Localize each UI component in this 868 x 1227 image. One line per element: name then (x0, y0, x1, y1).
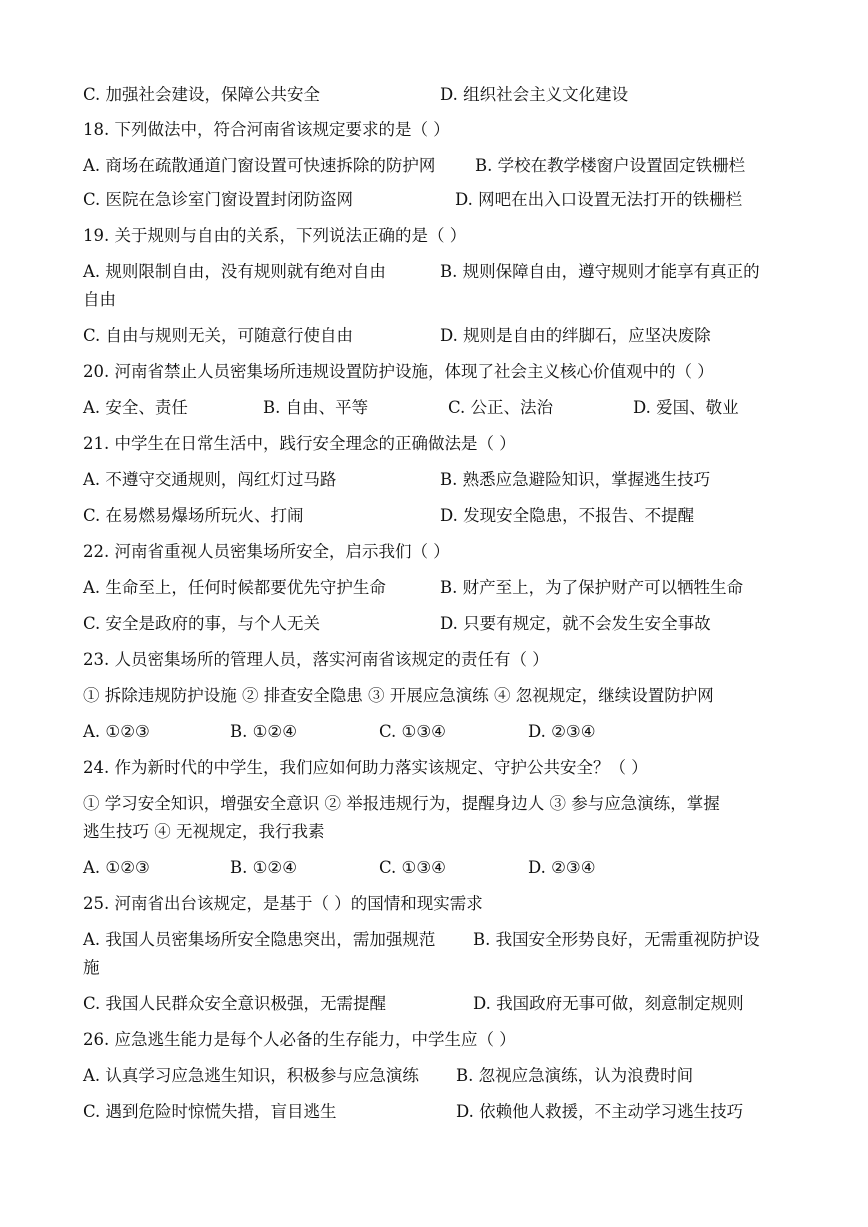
question-stem: 20. 河南省禁止人员密集场所违规设置防护设施，体现了社会主义核心价值观中的（ ） (83, 362, 714, 381)
answer-option: A. 生命至上，任何时候都要优先守护生命 (83, 578, 386, 597)
question-stem: 25. 河南省出台该规定，是基于（ ）的国情和现实需求 (83, 894, 483, 913)
answer-option: A. 不遵守交通规则，闯红灯过马路 (83, 470, 337, 489)
answer-option: A. 安全、责任 (83, 398, 188, 417)
answer-option: C. 遇到危险时惊慌失措，盲目逃生 (83, 1102, 337, 1121)
answer-option: A. 商场在疏散通道门窗设置可快速拆除的防护网 (83, 156, 436, 175)
answer-option: C. 加强社会建设，保障公共安全 (83, 85, 321, 104)
answer-option: A. ①②③ (83, 858, 150, 877)
question-stem: 22. 河南省重视人员密集场所安全，启示我们（ ） (83, 542, 450, 561)
answer-option: B. 熟悉应急避险知识，掌握逃生技巧 (440, 470, 711, 489)
answer-option: C. 医院在急诊室门窗设置封闭防盗网 (83, 190, 354, 209)
answer-option: D. 爱国、敬业 (633, 398, 739, 417)
answer-option: D. 我国政府无事可做，刻意制定规则 (473, 994, 744, 1013)
question-stem: 18. 下列做法中，符合河南省该规定要求的是（ ） (83, 120, 450, 139)
answer-option: C. 我国人民群众安全意识极强，无需提醒 (83, 994, 387, 1013)
answer-option: C. 安全是政府的事，与个人无关 (83, 614, 321, 633)
question-stem: 19. 关于规则与自由的关系，下列说法正确的是（ ） (83, 226, 467, 245)
question-stem: 24. 作为新时代的中学生，我们应如何助力落实该规定、守护公共安全？（ ） (83, 758, 648, 777)
question-stem: 21. 中学生在日常生活中，践行安全理念的正确做法是（ ） (83, 434, 516, 453)
answer-option: B. 忽视应急演练，认为浪费时间 (456, 1066, 694, 1085)
answer-option: B. 规则保障自由，遵守规则才能享有真正的 (440, 262, 760, 281)
answer-option: D. 组织社会主义文化建设 (440, 85, 629, 104)
answer-option: C. 在易燃易爆场所玩火、打闹 (83, 506, 304, 525)
answer-option: B. 学校在教学楼窗户设置固定铁栅栏 (475, 156, 746, 175)
question-stem: 26. 应急逃生能力是每个人必备的生存能力，中学生应（ ） (83, 1030, 516, 1049)
answer-option: B. 我国安全形势良好，无需重视防护设 (473, 930, 760, 949)
answer-option: A. 规则限制自由，没有规则就有绝对自由 (83, 262, 386, 281)
answer-option: D. 规则是自由的绊脚石，应坚决废除 (440, 326, 711, 345)
answer-option: A. ①②③ (83, 722, 150, 741)
answer-option: B. ①②④ (230, 722, 297, 741)
answer-option: C. ①③④ (379, 858, 446, 877)
statement-line: ① 拆除违规防护设施 ② 排查安全隐患 ③ 开展应急演练 ④ 忽视规定，继续设置防护网 (83, 686, 714, 705)
question-stem: 23. 人员密集场所的管理人员，落实河南省该规定的责任有（ ） (83, 650, 549, 669)
statement-line: 自由 (83, 290, 116, 309)
answer-option: A. 认真学习应急逃生知识，积极参与应急演练 (83, 1066, 419, 1085)
answer-option: C. 公正、法治 (448, 398, 554, 417)
answer-option: D. 发现安全隐患，不报告、不提醒 (440, 506, 695, 525)
answer-option: B. 财产至上，为了保护财产可以牺牲生命 (440, 578, 744, 597)
answer-option: B. 自由、平等 (263, 398, 369, 417)
answer-option: D. ②③④ (528, 858, 596, 877)
statement-line: 施 (83, 958, 100, 977)
answer-option: A. 我国人员密集场所安全隐患突出，需加强规范 (83, 930, 436, 949)
answer-option: D. 网吧在出入口设置无法打开的铁栅栏 (455, 190, 743, 209)
answer-option: D. 依赖他人救援，不主动学习逃生技巧 (456, 1102, 744, 1121)
answer-option: C. 自由与规则无关，可随意行使自由 (83, 326, 354, 345)
answer-option: D. 只要有规定，就不会发生安全事故 (440, 614, 711, 633)
statement-line: 逃生技巧 ④ 无视规定，我行我素 (83, 822, 325, 841)
statement-line: ① 学习安全知识，增强安全意识 ② 举报违规行为，提醒身边人 ③ 参与应急演练，掌握 (83, 794, 720, 813)
answer-option: D. ②③④ (528, 722, 596, 741)
answer-option: B. ①②④ (230, 858, 297, 877)
answer-option: C. ①③④ (379, 722, 446, 741)
